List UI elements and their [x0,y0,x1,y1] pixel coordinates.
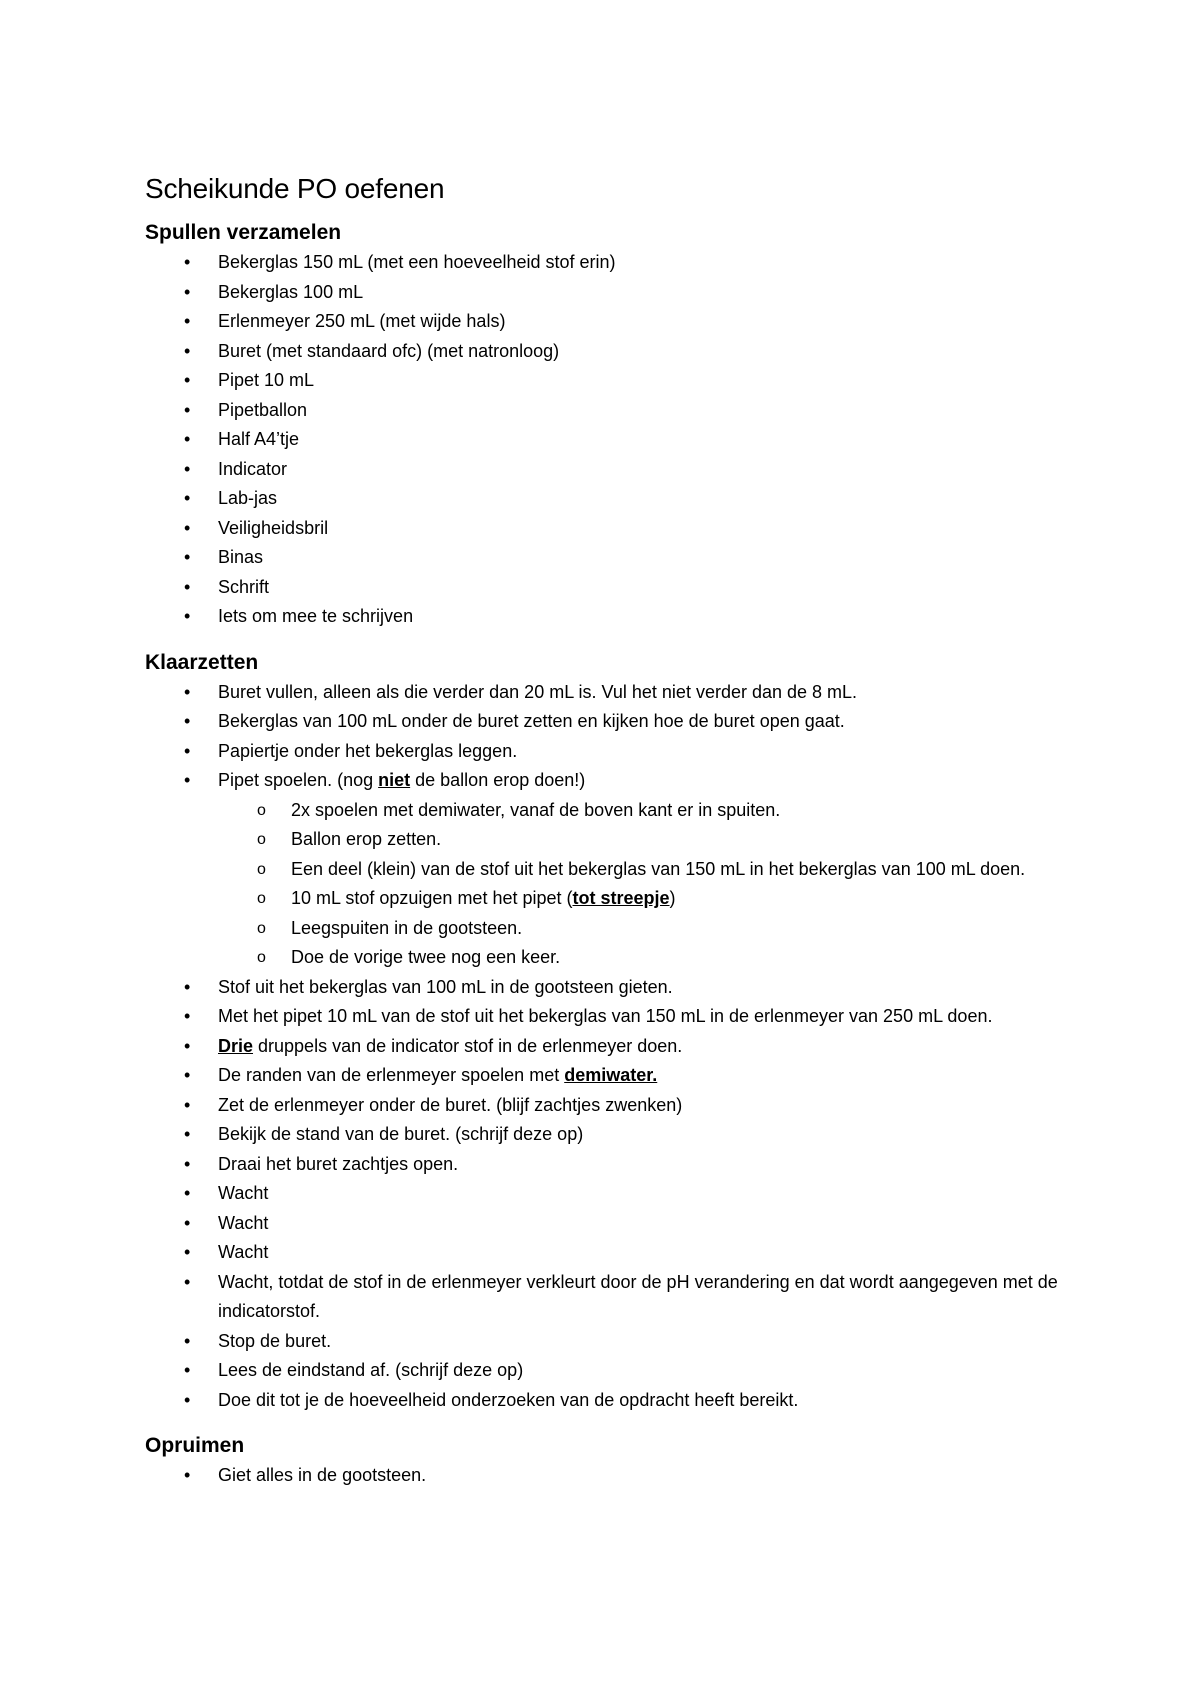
bullet-list [145,678,1085,1416]
list-item: • Pipet 10 mL [145,366,1085,396]
list-item: • Bekerglas van 100 mL onder de buret zetten en kijken hoe de buret open gaat. [145,707,1085,737]
document-title: Scheikunde PO oefenen [145,173,445,204]
list-item: • Wacht, totdat de stof in de erlenmeyer verkleurt door de pH verandering en dat wordt aangegeven met de indicatorstof. [145,1268,1085,1327]
sub-list-item: o 2x spoelen met demiwater, vanaf de boven kant er in spuiten. [145,796,1085,826]
list-item: • Bekerglas 100 mL [145,278,1085,308]
section-heading: Opruimen [145,1434,245,1457]
section-klaarzetten [145,648,1085,1416]
list-item: • Papiertje onder het bekerglas leggen. [145,737,1085,767]
section-spullen-verzamelen [145,218,1085,632]
document-page [145,170,1085,1491]
section-opruimen [145,1431,1085,1491]
text-run: ) [669,888,676,908]
list-item [145,1032,1085,1062]
sub-list-item [145,884,1085,914]
text-run: 10 mL stof opzuigen met het pipet ( [291,888,573,908]
text-run: Pipet spoelen. (nog [218,770,379,790]
list-item: • Stof uit het bekerglas van 100 mL in de gootsteen gieten. [145,973,1085,1003]
underlined-emphasis: demiwater. [564,1065,658,1085]
list-item [145,1061,1085,1091]
underlined-emphasis: niet [378,770,411,790]
list-item: • Lab-jas [145,484,1085,514]
list-item: • Wacht [145,1209,1085,1239]
sub-list [145,796,1085,973]
underlined-emphasis: Drie [218,1035,254,1056]
list-item: • Bekijk de stand van de buret. (schrijf deze op) [145,1120,1085,1150]
list-item: • Wacht [145,1238,1085,1268]
list-item: • Indicator [145,455,1085,485]
sub-list-item: o Doe de vorige twee nog een keer. [145,943,1085,973]
bullet-list [145,248,1085,632]
list-item: • Giet alles in de gootsteen. [145,1461,1085,1491]
list-item: • Binas [145,543,1085,573]
list-item: • Zet de erlenmeyer onder de buret. (blijf zachtjes zwenken) [145,1091,1085,1121]
list-item: • Wacht [145,1179,1085,1209]
sub-list-item: o Leegspuiten in de gootsteen. [145,914,1085,944]
list-item: • Buret vullen, alleen als die verder dan 20 mL is. Vul het niet verder dan de 8 mL. [145,678,1085,708]
text-run: druppels van de indicator stof in de erlenmeyer doen. [253,1035,683,1056]
list-item: • Erlenmeyer 250 mL (met wijde hals) [145,307,1085,337]
underlined-emphasis: tot streepje [572,888,670,908]
text-run: De randen van de erlenmeyer spoelen met [218,1065,565,1085]
list-item: • Doe dit tot je de hoeveelheid onderzoeken van de opdracht heeft bereikt. [145,1386,1085,1416]
list-item: • Buret (met standaard ofc) (met natronloog) [145,337,1085,367]
list-item: • Veiligheidsbril [145,514,1085,544]
text-run: de ballon erop doen!) [410,770,586,790]
list-item: • Lees de eindstand af. (schrijf deze op) [145,1356,1085,1386]
sub-list-item: o Een deel (klein) van de stof uit het bekerglas van 150 mL in het bekerglas van 100 mL doen. [145,855,1085,885]
list-item [145,766,1085,973]
list-item: • Stop de buret. [145,1327,1085,1357]
section-heading: Klaarzetten [145,650,259,674]
list-item: • Met het pipet 10 mL van de stof uit het bekerglas van 150 mL in de erlenmeyer van 250 mL doen. [145,1002,1085,1032]
bullet-list [145,1461,1085,1491]
list-item: • Draai het buret zachtjes open. [145,1150,1085,1180]
section-heading: Spullen verzamelen [145,221,342,244]
list-item: • Half A4’tje [145,425,1085,455]
sub-list-item: o Ballon erop zetten. [145,825,1085,855]
list-item: • Iets om mee te schrijven [145,602,1085,632]
list-item: • Schrift [145,573,1085,603]
list-item: • Bekerglas 150 mL (met een hoeveelheid stof erin) [145,248,1085,278]
list-item: • Pipetballon [145,396,1085,426]
